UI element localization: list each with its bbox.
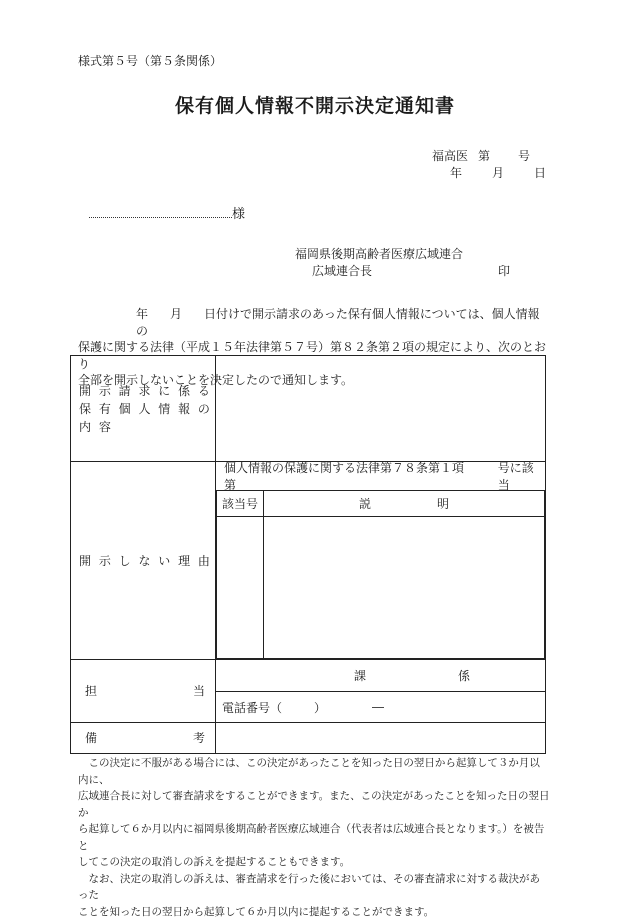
remarks-field[interactable] (216, 723, 546, 754)
document-title: 保有個人情報不開示決定通知書 (0, 91, 630, 118)
reference-no: 第 (478, 148, 490, 164)
date-day: 日 (534, 164, 546, 181)
number-field[interactable] (217, 517, 264, 659)
phone-close: ） (314, 699, 326, 716)
addressee-honorific: 様 (232, 207, 245, 222)
intro-month: 月 (170, 307, 182, 321)
decision-table (70, 355, 546, 754)
section-line (216, 660, 545, 692)
issue-date (450, 164, 546, 181)
notes-p1-l4: してこの決定の取消しの訴えを提起することもできます。 (78, 854, 550, 871)
section-label: 課 (354, 667, 366, 684)
requested-info-label: 開 示 請 求 に 係 る 保 有 個 人 情 報 の 内 容 (71, 356, 216, 462)
issuer-title: 広域連合長 (312, 262, 372, 279)
notes-p1-l3: ら起算して６か月以内に福岡県後期高齢者医療広域連合（代表者は広域連合長となります。）を被告と (78, 821, 550, 854)
phone-label: 電話番号（ (222, 699, 282, 716)
reason-cell (216, 462, 546, 660)
intro-year: 年 (136, 307, 148, 321)
reason-label: 開 示 し な い 理 由 (71, 462, 216, 660)
staff-cell (216, 660, 546, 723)
date-month: 月 (492, 164, 504, 181)
phone-dash: ― (372, 700, 384, 714)
addressee-blank (89, 207, 232, 218)
reference-prefix: 福高医 (432, 148, 468, 164)
date-year: 年 (450, 164, 462, 181)
staff-label: 担 当 (71, 660, 216, 723)
notes-p2-l2: ことを知った日の翌日から起算して６か月以内に提起することができます。 (78, 904, 550, 920)
intro-text-1: 日付けで開示請求のあった保有個人情報については、個人情報の (136, 307, 540, 338)
notes-p1-l1: この決定に不服がある場合には、この決定があったことを知った日の翌日から起算して３か月以内に、 (78, 755, 550, 788)
explanation-field[interactable] (264, 517, 545, 659)
seal-mark: 印 (498, 262, 510, 279)
remarks-label: 備 考 (71, 723, 216, 754)
notes-p2-l1: なお、決定の取消しの訴えは、審査請求を行った後においては、その審査請求に対する裁決があった (78, 871, 550, 904)
addressee-line (89, 203, 245, 222)
form-number: 様式第５号（第５条関係） (78, 52, 222, 69)
subsection-label: 係 (458, 667, 470, 684)
reason-sub-table (216, 490, 545, 659)
phone-line (216, 692, 545, 722)
reason-article-line: 個人情報の保護に関する法律第７８条第１項第 号に該当 (216, 462, 545, 490)
issuer-organization: 福岡県後期高齢者医療広域連合 (295, 245, 463, 262)
requested-info-field[interactable] (216, 356, 546, 462)
column-number-header: 該当号 (217, 491, 264, 517)
appeal-notes (78, 755, 550, 920)
intro-text-3: 全部を開示しないことを決定したので通知します。 (78, 372, 550, 389)
reference-number (432, 148, 530, 164)
notes-p1-l2: 広域連合長に対して審査請求をすることができます。また、この決定があったことを知った日の翌日か (78, 788, 550, 821)
column-explanation-header: 説 明 (264, 491, 545, 517)
reference-suffix: 号 (518, 148, 530, 164)
intro-text-2: 保護に関する法律（平成１５年法律第５７号）第８２条第２項の規定により、次のとおり (78, 339, 550, 372)
